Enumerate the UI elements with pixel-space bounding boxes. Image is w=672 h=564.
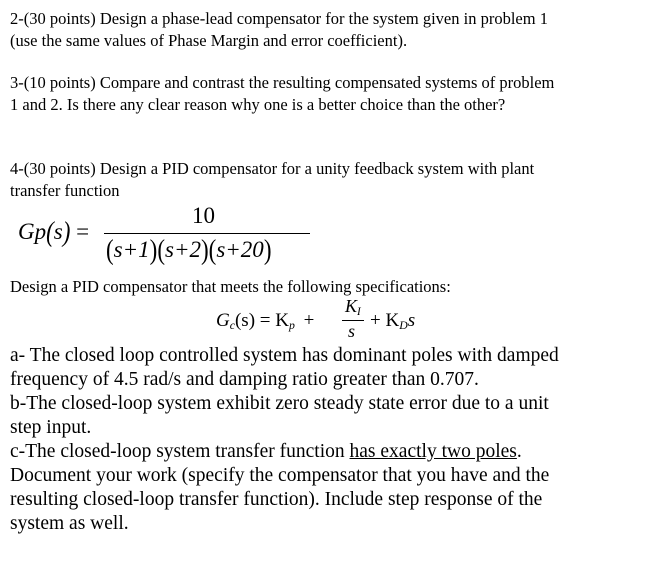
underlined-two-poles: has exactly two poles xyxy=(349,441,517,462)
q3-line-1: 3-(10 points) Compare and contrast the resulting compensated systems of problem xyxy=(10,73,555,92)
plant-denominator: (s+1)(s+2)(s+20) xyxy=(106,233,272,265)
design-line: Design a PID compensator that meets the following specifications: xyxy=(10,277,451,296)
q4-line-1: 4-(30 points) Design a PID compensator for a unity feedback system with plant xyxy=(10,159,535,178)
spec-b-line-2: step input. xyxy=(10,417,92,438)
plant-lhs: Gp(s) = xyxy=(18,215,90,247)
kd-term: + $K_Ds$ xyxy=(370,310,416,332)
spec-c-line-1: c-The closed-loop system transfer function has exactly two poles. xyxy=(10,441,522,462)
spec-b-line-1: b-The closed-loop system exhibit zero steady state error due to a unit xyxy=(10,393,549,414)
ki-denominator: s xyxy=(348,321,356,341)
q4-line-2: transfer function xyxy=(10,181,120,200)
q2-line-2: (use the same values of Phase Margin and error coefficient). xyxy=(10,31,408,50)
ki-numerator: $K_I$ xyxy=(345,296,361,318)
spec-c-line-2: Document your work (specify the compensator that you have and the xyxy=(10,465,550,486)
plant-numerator: 10 xyxy=(192,203,215,228)
spec-a-line-2: frequency of 4.5 rad/s and damping ratio greater than 0.707. xyxy=(10,369,479,390)
pid-lhs: $G_c(s) = K_p$ + xyxy=(216,310,315,332)
spec-c-line-4: system as well. xyxy=(10,513,129,534)
q2-line-1: 2-(30 points) Design a phase-lead compensator for the system given in problem 1 xyxy=(10,9,548,28)
spec-c-line-3: resulting closed-loop transfer function). Include step response of the xyxy=(10,489,543,510)
q3-line-2: 1 and 2. Is there any clear reason why one is a better choice than the other? xyxy=(10,95,506,114)
spec-a-line-1: a- The closed loop controlled system has dominant poles with damped xyxy=(10,345,559,366)
